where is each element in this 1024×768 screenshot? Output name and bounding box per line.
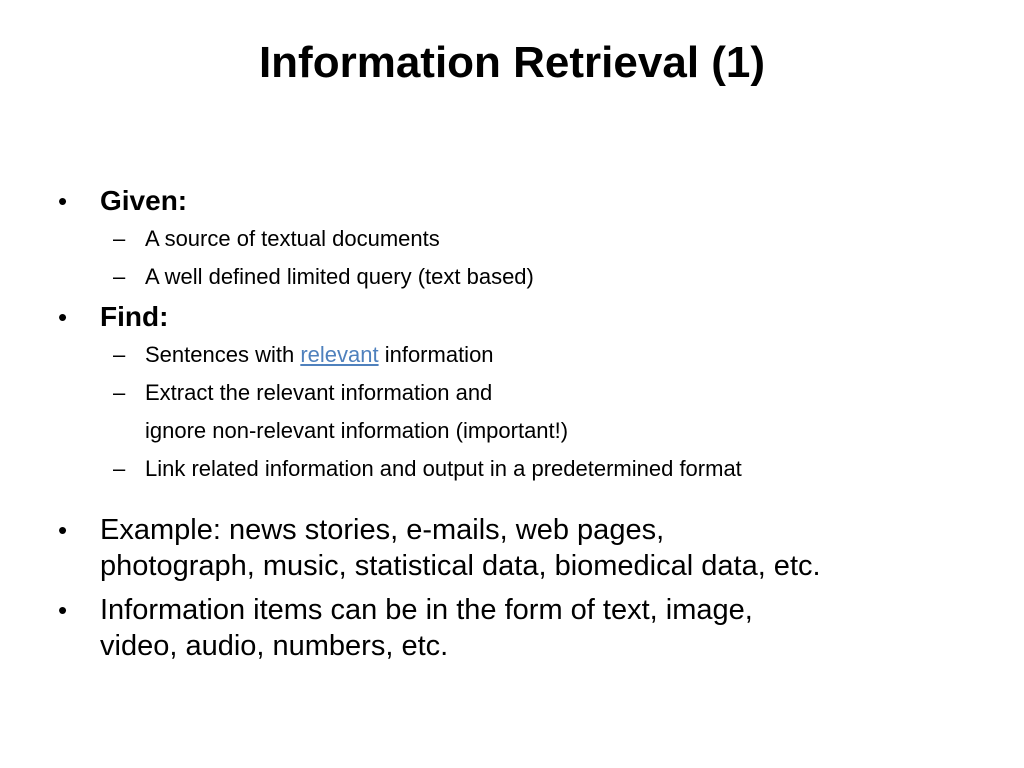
slide-body — [58, 182, 998, 664]
sub-bullet-text: Link related information and output in a predetermined format — [145, 456, 742, 481]
information-items-text — [100, 592, 753, 664]
example-text — [100, 512, 821, 584]
dash-marker: – — [113, 380, 126, 405]
sentences-suffix: information — [378, 342, 494, 367]
sub-bullet-text: A well defined limited query (text based) — [145, 264, 534, 289]
given-label: Given: — [100, 185, 188, 216]
relevant-link[interactable]: relevant — [300, 342, 379, 367]
sub-bullet-continuation: ignore non-relevant information (important!) — [145, 418, 569, 443]
bullet-marker: • — [58, 186, 68, 216]
sub-bullet-text: A source of textual documents — [145, 226, 440, 251]
bullet-information-items — [58, 592, 998, 664]
dash-marker: – — [113, 456, 126, 481]
sub-bullet-sentences — [58, 336, 998, 374]
information-items-line-1: Information items can be in the form of text, image, — [100, 594, 753, 626]
bullet-given — [58, 182, 998, 220]
sub-bullet-extract — [58, 374, 998, 412]
sub-bullet-source — [58, 220, 998, 258]
sub-bullet-text: Extract the relevant information and — [145, 380, 493, 405]
example-line-2: photograph, music, statistical data, biomedical data, etc. — [100, 550, 821, 582]
bullet-marker: • — [58, 595, 68, 625]
bullet-marker: • — [58, 302, 68, 332]
sub-bullet-text — [145, 336, 494, 374]
sub-bullet-query — [58, 258, 998, 296]
sentences-prefix: Sentences with — [145, 342, 301, 367]
dash-marker: – — [113, 264, 126, 289]
slide-title: Information Retrieval (1) — [258, 38, 766, 87]
dash-marker: – — [113, 342, 126, 367]
sub-bullet-link — [58, 450, 998, 488]
bullet-example — [58, 512, 998, 584]
bullet-find — [58, 298, 998, 336]
information-items-line-2: video, audio, numbers, etc. — [100, 630, 449, 662]
bullet-marker: • — [58, 515, 68, 545]
find-label: Find: — [100, 301, 169, 332]
example-line-1: Example: news stories, e-mails, web pages, — [100, 514, 665, 546]
dash-marker: – — [113, 226, 126, 251]
